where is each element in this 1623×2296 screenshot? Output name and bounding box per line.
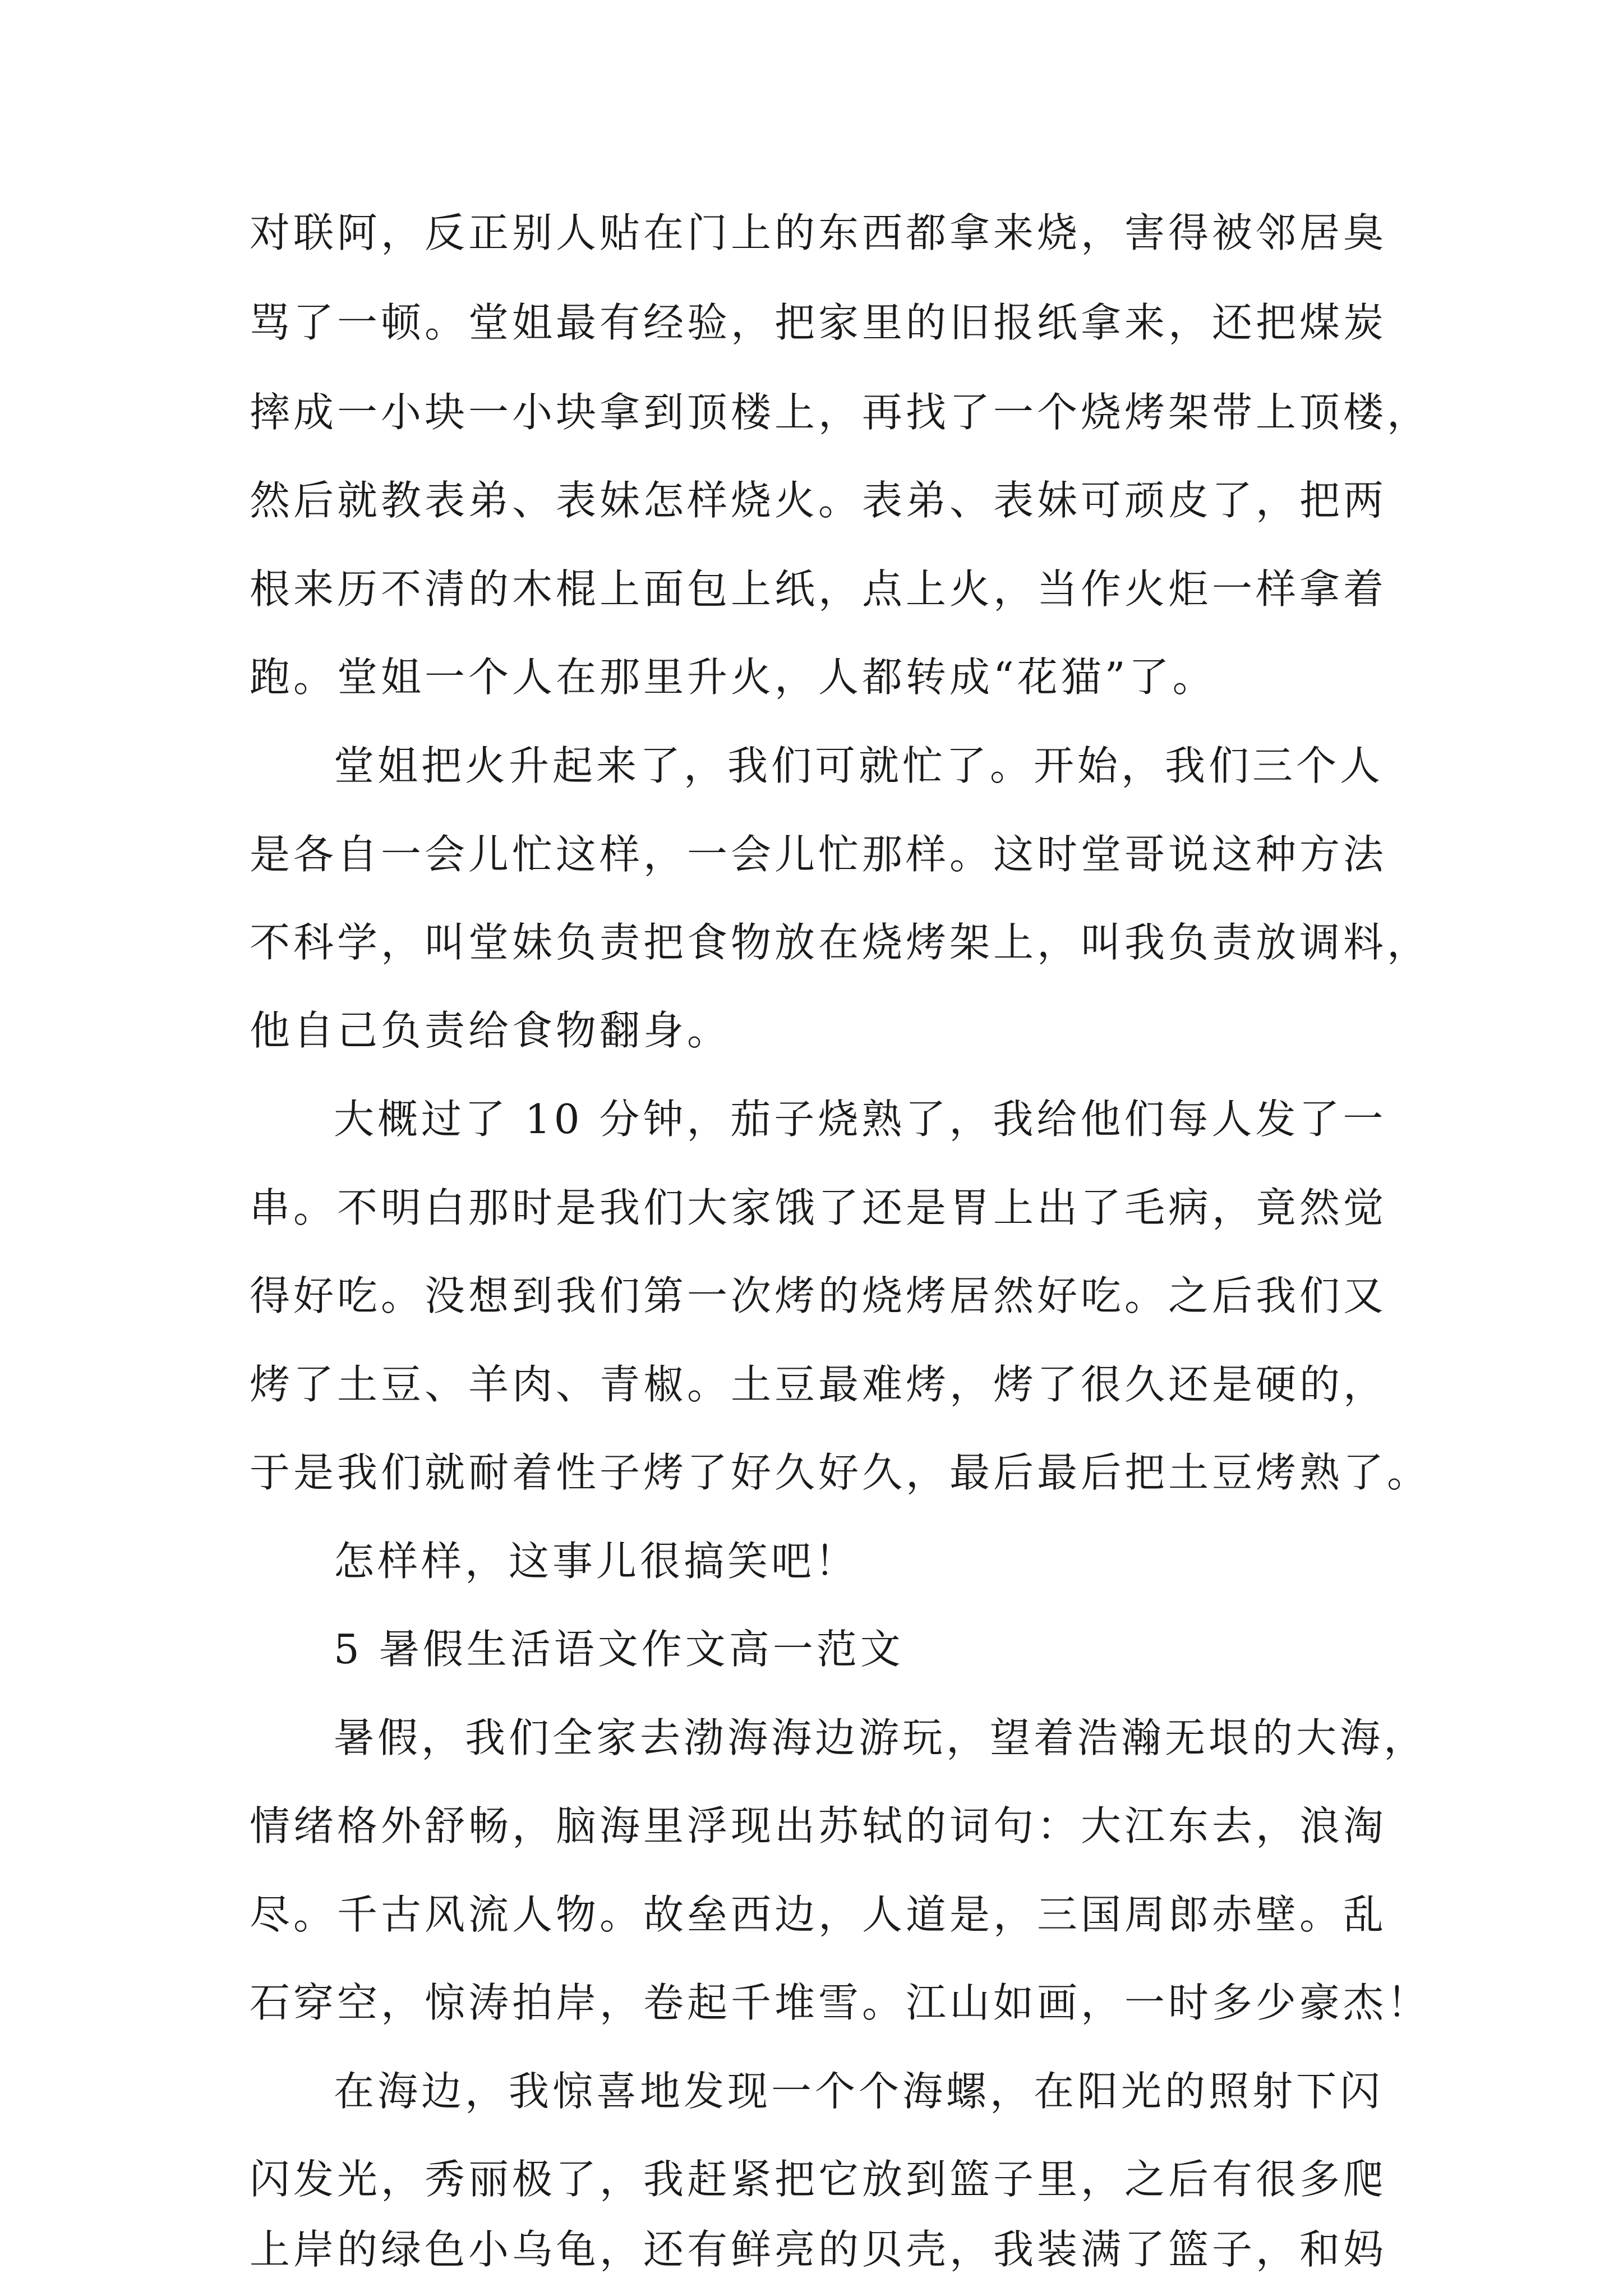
text-line: 跑。堂姐一个人在那里升火，人都转成“花猫”了。 [250,654,1216,701]
paragraph-start-line: 在海边，我惊喜地发现一个个海螺，在阳光的照射下闪 [334,2068,1384,2115]
text-line: 于是我们就耐着性子烤了好久好久，最后最后把土豆烤熟了。 [250,1449,1431,1496]
text-line: 是各自一会儿忙这样，一会儿忙那样。这时堂哥说这种方法 [250,831,1387,878]
text-line: 根来历不清的木棍上面包上纸，点上火，当作火炬一样拿着 [250,565,1387,613]
text-line: 对联阿，反正别人贴在门上的东西都拿来烧，害得被邻居臭 [250,209,1387,256]
text-line: 石穿空，惊涛拍岸，卷起千堆雪。江山如画，一时多少豪杰！ [250,1979,1431,2026]
text-line: 骂了一顿。堂姐最有经验，把家里的旧报纸拿来，还把煤炭 [250,299,1387,346]
text-line: 摔成一小块一小块拿到顶楼上，再找了一个烧烤架带上顶楼， [250,389,1431,436]
text-line: 不科学，叫堂妹负责把食物放在烧烤架上，叫我负责放调料， [250,919,1431,966]
text-line: 串。不明白那时是我们大家饿了还是胃上出了毛病，竟然觉 [250,1184,1387,1231]
text-line: 尽。千古风流人物。故垒西边，人道是，三国周郎赤壁。乱 [250,1891,1387,1938]
paragraph-start-line: 大概过了 10 分钟，茄子烧熟了，我给他们每人发了一 [334,1096,1387,1143]
text-line: 上岸的绿色小乌龟，还有鲜亮的贝壳，我装满了篮子，和妈 [250,2226,1387,2273]
text-line: 闪发光，秀丽极了，我赶紧把它放到篮子里，之后有很多爬 [250,2156,1387,2203]
text-line: 情绪格外舒畅，脑海里浮现出苏轼的词句：大江东去，浪淘 [250,1802,1387,1849]
paragraph-start-line: 暑假，我们全家去渤海海边游玩，望着浩瀚无垠的大海， [334,1714,1428,1761]
text-line: 得好吃。没想到我们第一次烤的烧烤居然好吃。之后我们又 [250,1272,1387,1319]
section-heading: 5 暑假生活语文作文高一范文 [334,1626,904,1673]
text-line: 然后就教表弟、表妹怎样烧火。表弟、表妹可顽皮了，把两 [250,477,1387,524]
paragraph-start-line: 堂姐把火升起来了，我们可就忙了。开始，我们三个人 [334,742,1384,789]
text-line: 烤了土豆、羊肉、青椒。土豆最难烤，烤了很久还是硬的， [250,1361,1387,1408]
paragraph-start-line: 怎样样，这事儿很搞笑吧！ [334,1538,859,1585]
text-line: 他自己负责给食物翻身。 [250,1007,731,1054]
